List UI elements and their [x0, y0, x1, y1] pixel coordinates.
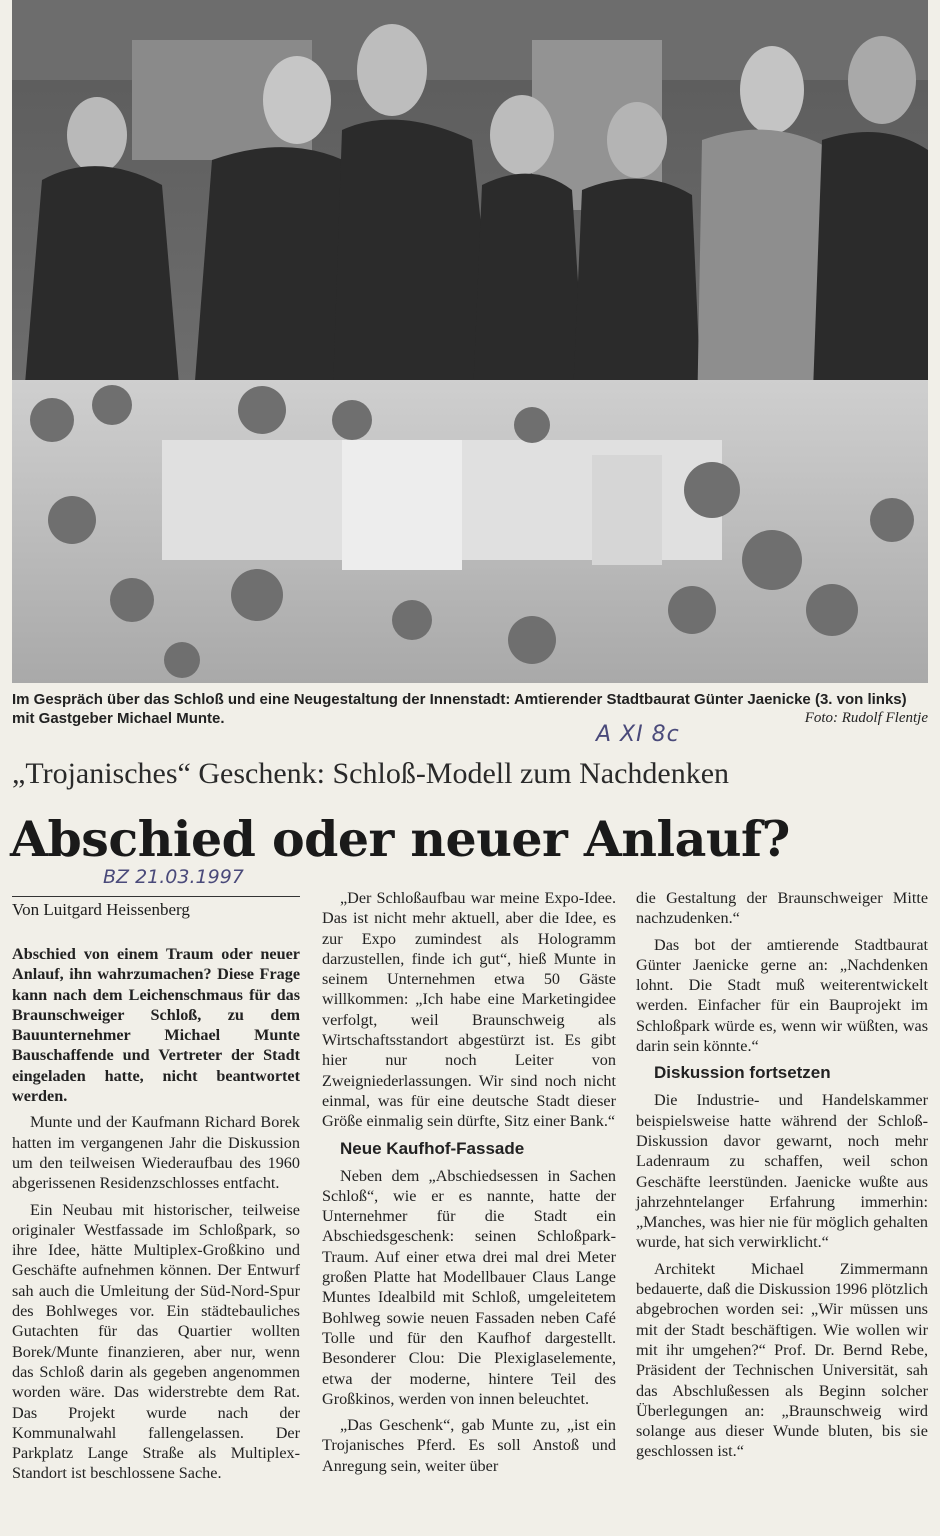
paragraph: Die Industrie- und Handelskammer beispielsweise hatte während der Schloß-Diskussion davor gewarnt, noch mehr Ladenraum zu schaffen, weil schon Geschäfte leerstünden. Jaenicke wußte aus jahrzehntelanger Erfahrung immerhin: „Manches, was hier nie für möglich gehalten wurde, hat sich verwirklicht.“: [636, 1091, 928, 1252]
caption-text: Im Gespräch über das Schloß und eine Neugestaltung der Innenstadt: Amtierender Stadtbaurat Günter Jaenicke (3. von links) mit Gastgeber Michael Munte.: [12, 691, 907, 727]
photo-illustration: [12, 0, 928, 683]
subheading: Diskussion fortsetzen: [654, 1063, 831, 1083]
paragraph: Ein Neubau mit historischer, teilweise originaler Westfassade im Schloßpark, so ihre Idee, hätte Multiplex-Großkino und Geschäfte aufnehmen können. Der Entwurf sah auch die Umleitung der Süd-Nord-Spur des Bohlweges vor. Ein städtebauliches Gutachten für das Quartier wollten Borek/Munte finanzieren, aber nur, wenn das Schloß darin als gegeben angenommen worden wäre. Das widerstrebte dem Rat. Das Projekt wurde nach der Kommunalwahl fallengelassen. Der Parkplatz Lange Straße als Multiplex-Standort ist beschlossene Sache.: [12, 1200, 300, 1483]
article-photo: [12, 0, 928, 683]
paragraph: „Das Geschenk“, gab Munte zu, „ist ein Trojanisches Pferd. Es soll Anstoß und Anregung sein, weiter über: [322, 1416, 616, 1475]
photo-credit: Foto: Rudolf Flentje: [804, 710, 928, 726]
column-2: [322, 888, 616, 1476]
paragraph: „Der Schloßaufbau war meine Expo-Idee. Das ist nicht mehr aktuell, aber die Idee, es zur Expo zumindest als Hologramm darzustellen, finde ich gut“, hieß Munte in seinem Unternehmen etwa 50 Gäste willkommen: „Ich habe eine Marketingidee verfolgt, weil Braunschweig als Wirtschaftsstandort abgestürzt ist. Es gibt hier nur noch Leiter von Zweigniederlassungen. Wir sind noch nicht einmal, was für eine deutsche Stadt dieser Größe einmalig sein dürfte, Sitz einer Bank.“: [322, 889, 616, 1131]
paragraph: Architekt Michael Zimmermann bedauerte, daß die Diskussion 1996 plötzlich abgebrochen worden sei: „Wir müssen uns mit der Stadt beschäftigen. Wie wollen wir mit ihr umgehen?“ Prof. Dr. Bernd Rebe, Präsident der Technischen Universität, sah das Abschlußessen als Beginn solcher Überlegungen an: „Braunschweig wird solange aus dieser Wunde bluten, bis sie geschlossen ist.“: [636, 1259, 928, 1461]
headline: Abschied oder neuer Anlauf?: [10, 810, 790, 868]
subheading: Neue Kaufhof-Fassade: [340, 1138, 525, 1158]
column-3: [636, 888, 928, 1462]
archive-handwriting: A XI 8c: [596, 722, 680, 747]
paragraph: Neben dem „Abschiedsessen in Sachen Schloß“, wie er es nannte, hatte der Unternehmer für die Stadt ein Abschiedsgeschenk: seinen Schloßpark-Traum. Auf einer etwa drei mal drei Meter großen Platte hat Modellbauer Claus Lange Muntes Idealbild mit Schloß, umgeleitetem Bohlweg sowie neuen Fassaden neben Café Tolle und für den Kaufhof dargestellt. Besonderer Clou: Die Plexiglaselemente, etwa der moderne, hintere Teil des Großkinos, werden von innen beleuchtet.: [322, 1166, 616, 1408]
photo-caption: [12, 690, 928, 728]
paragraph: die Gestaltung der Braunschweiger Mitte nachzudenken.“: [636, 889, 928, 928]
date-handwriting: BZ 21.03.1997: [103, 866, 244, 888]
column-1: [12, 944, 300, 1484]
lead-paragraph: Abschied von einem Traum oder neuer Anlauf, ihn wahrzumachen? Diese Frage kann nach dem Leichenschmaus für das Braunschweiger Schloß, zu dem Bauunternehmer Michael Munte Bauschaffende und Vertreter der Stadt eingeladen hatte, nicht beantwortet werden.: [12, 945, 300, 1106]
paragraph: Das bot der amtierende Stadtbaurat Günter Jaenicke gerne an: „Nachdenken lohnt. Die Stadt muß weiterentwickelt werden. Einfacher für ein Bauprojekt im Schloßpark würde es, wenn wir wüßten, was darin sein könnte.“: [636, 935, 928, 1056]
byline: Von Luitgard Heissenberg: [12, 896, 300, 921]
kicker: „Trojanisches“ Geschenk: Schloß-Modell zum Nachdenken: [12, 757, 730, 790]
paragraph: Munte und der Kaufmann Richard Borek hatten im vergangenen Jahr die Diskussion um den teilweisen Wiederaufbau des 1960 abgerissenen Residenzschlosses entfacht.: [12, 1113, 300, 1193]
